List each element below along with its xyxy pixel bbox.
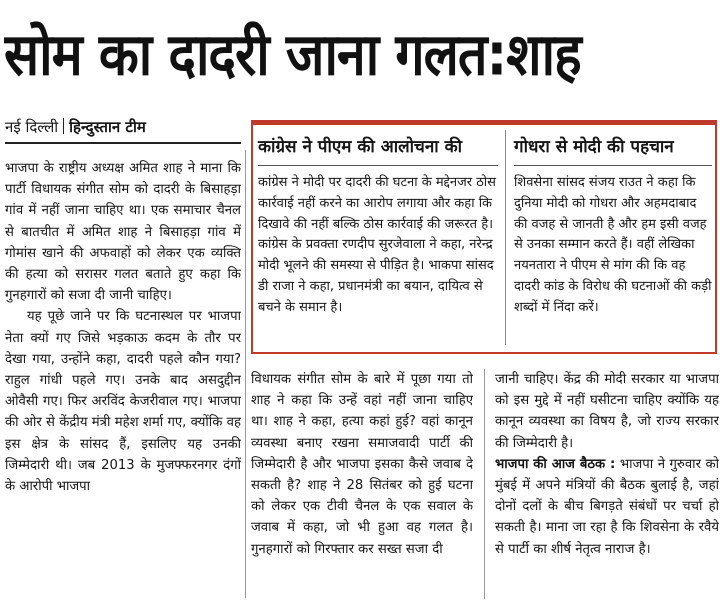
byline-location: नई दिल्ली (5, 118, 59, 136)
column-divider (245, 150, 246, 598)
section-lead: भाजपा की आज बैठक : (495, 456, 616, 472)
sidebar-right-text: शिवसेना सांसद संजय राउत ने कहा कि दुनिया मोदी को गोधरा और अहमदाबाद की वजह से जानती है और हम इसी वजह से उनका सम्मान करते हैं। वहीं लेखिका नयनतारा ने पीएम से मांग की कि वह दादरी कांड के विरोध की घटनाओं की कड़ी शब्दों में निंदा करें। (514, 175, 712, 315)
section-text: भाजपा ने गुरुवार को मुंबई में अपने मंत्रियों की बैठक बुलाई है, जहां दोनों दलों के बीच बिगड़ते संबंधों पर चर्चा हो सकती है। माना जा रहा है कि शिवसेना के रवैये से पार्टी का शीर्ष नेतृत्व नाराज है। (495, 456, 719, 557)
paragraph: भाजपा के राष्ट्रीय अध्यक्ष अमित शाह ने माना कि पार्टी विधायक संगीत सोम को दादरी के बिसाहड़ा गांव में नहीं जाना चाहिए था। एक समाचार चैनल से बातचीत में अमित शाह ने बिसाहड़ा गांव में गोमांस खाने की अफवाहों को लेकर एक व्यक्ति की हत्या को सरासर गलत बताते हुए कहा कि गुनहगारों को सजा दी जानी चाहिए। (5, 161, 241, 304)
paragraph: जानी चाहिए। केंद्र की मोदी सरकार या भाजपा को इस मुद्दे में नहीं घसीटना चाहिए क्योंकि यह कानून व्यवस्था का विषय है, जो राज्य सरकार की जिम्मेदारी है। (495, 372, 719, 451)
body-column-1 (5, 158, 241, 598)
body-column-2 (251, 369, 473, 601)
subhead-rule (514, 165, 712, 166)
subhead-rule (258, 165, 498, 166)
sidebar-left-title: कांग्रेस ने पीएम की आलोचना की (258, 137, 463, 157)
sidebar-right-title: गोधरा से मोदी की पहचान (514, 137, 674, 157)
sidebar-divider (505, 130, 506, 345)
column-top-rule (5, 142, 241, 144)
paragraph: विधायक संगीत सोम के बारे में पूछा गया तो शाह ने कहा कि उन्हें वहां नहीं जाना चाहिए था। शाह ने कहा, हत्या कहां हुई? वहां कानून व्यवस्था बनाए रखना समाजवादी पार्टी की जिम्मेदारी है और भाजपा इसका कैसे जवाब दे सकती है? शाह ने 28 सितंबर को हुई घटना को लेकर एक टीवी चैनल के एक सवाल के जवाब में कहा, जो भी हुआ वह गलत है। गुनहगारों को गिरफ्तार कर सख्त सजा दी (251, 372, 473, 557)
byline-separator (63, 118, 64, 134)
headline: सोम का दादरी जाना गलत:शाह (4, 21, 581, 90)
paragraph (495, 454, 719, 560)
paragraph: यह पूछे जाने पर कि घटनास्थल पर भाजपा नेता क्यों गए जिसे भड़काऊ कदम के तौर पर देखा गया, उन्होंने कहा, दादरी पहले कौन गया? राहुल गांधी पहले गए। उनके बाद असदुद्दीन ओवैसी गए। फिर अरविंद केजरीवाल गए। भाजपा की ओर से केंद्रीय मंत्री महेश शर्मा गए, क्योंकि वह इस क्षेत्र के सांसद हैं, इसलिए यह उनकी जिम्मेदारी थी। जब 2013 के मुजफ्फरनगर दंगों के आरोपी भाजपा (5, 309, 241, 495)
sidebar-left-text: कांग्रेस ने मोदी पर दादरी की घटना के मद्देनजर ठोस कार्रवाई नहीं करने का आरोप लगाया और कहा कि दिखावे की नहीं बल्कि ठोस कार्रवाई की जरूरत है। कांग्रेस के प्रवक्ता रणदीप सुरजेवाला ने कहा, नरेन्द्र मोदी भूलने की समस्या से पीड़ित है। भाकपा सांसद डी राजा ने कहा, प्रधानमंत्री का बयान, दायित्व से बचने के समान है। (258, 175, 496, 315)
byline-author: हिन्दुस्तान टीम (69, 118, 146, 136)
body-column-3 (495, 369, 719, 601)
column-divider (484, 369, 485, 599)
byline (5, 117, 146, 137)
